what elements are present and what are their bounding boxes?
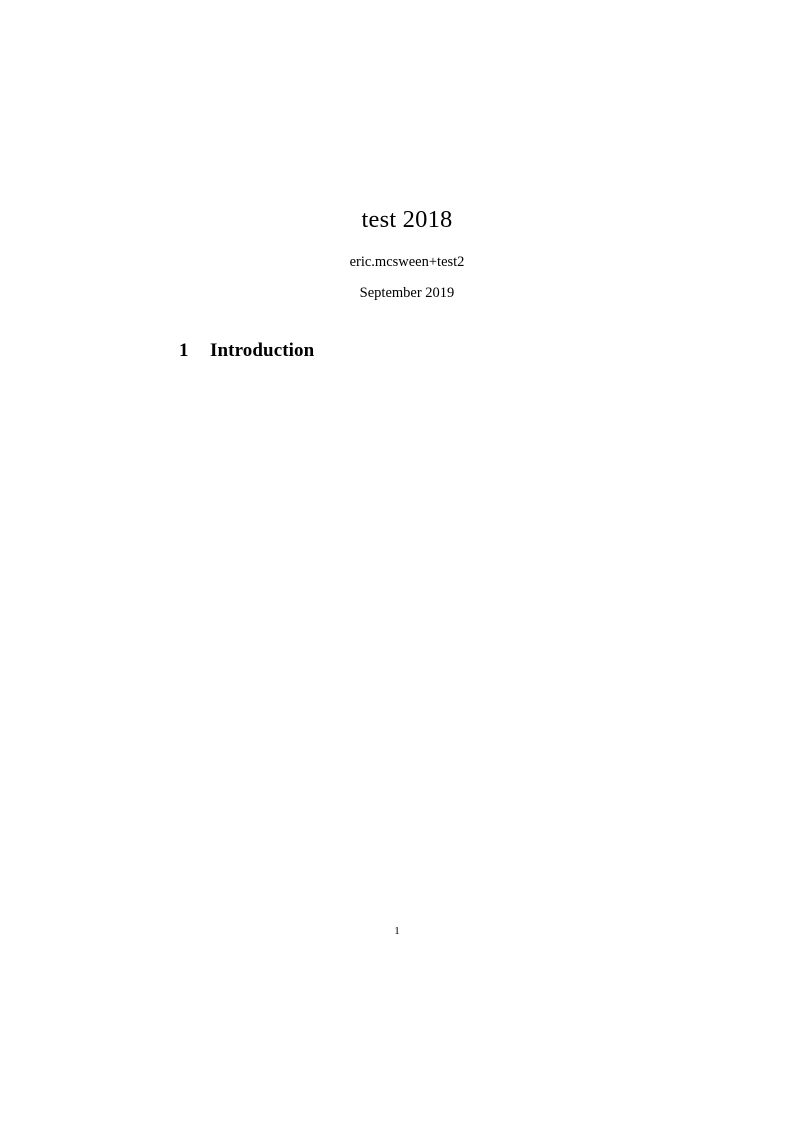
page-content (170, 0, 644, 378)
document-author: eric.mcsween+test2 (349, 254, 465, 271)
page-number: 1 (394, 925, 400, 937)
section-heading-introduction (179, 340, 644, 362)
document-date: September 2019 (359, 284, 455, 301)
document-title: test 2018 (361, 206, 453, 233)
section-number: 1 (179, 340, 189, 362)
section-title: Introduction (210, 340, 315, 362)
